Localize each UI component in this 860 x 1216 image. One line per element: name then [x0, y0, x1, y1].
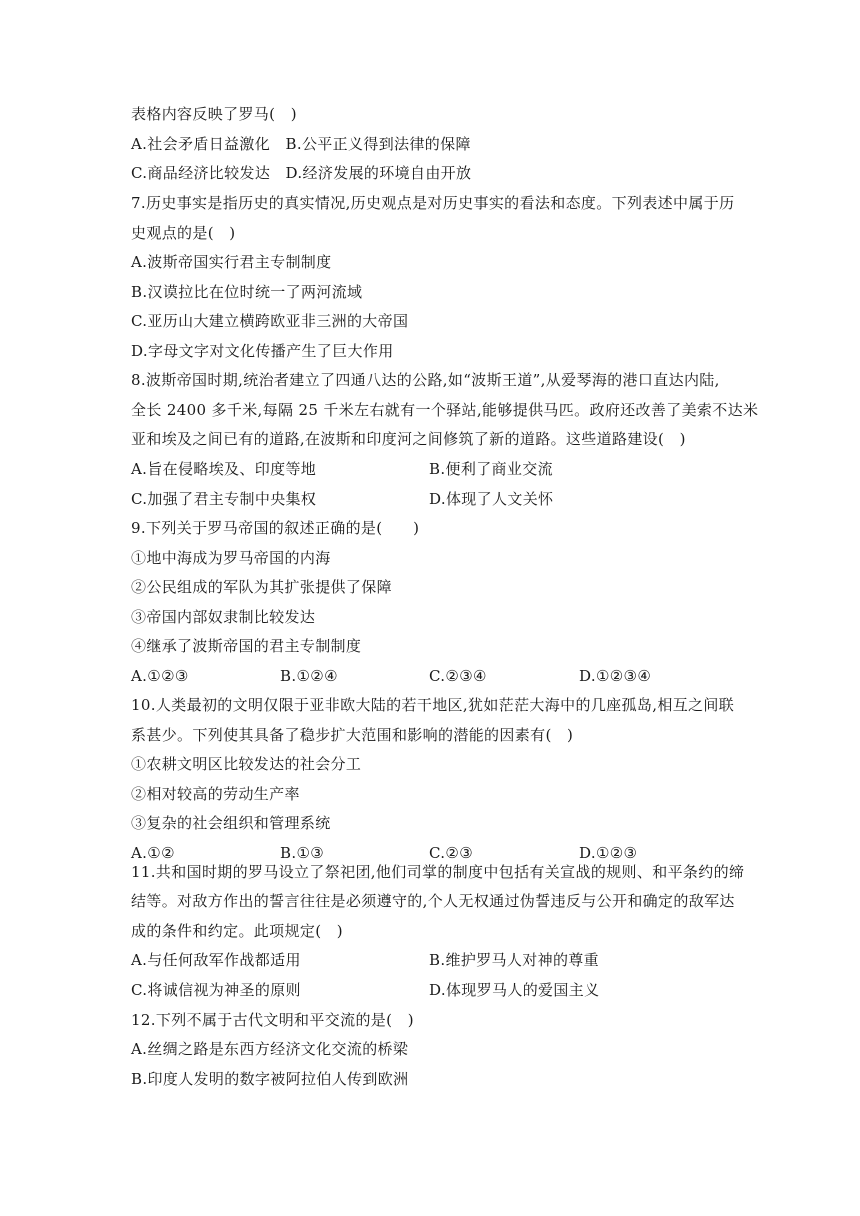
q11-stem-line-1: 11.共和国时期的罗马设立了祭祀团,他们司掌的制度中包括有关宣战的规则、和平条约的缔: [131, 863, 745, 881]
q11-option-d: D.体现罗马人的爱国主义: [429, 981, 600, 999]
q10-option-b: B.①③: [280, 844, 325, 862]
q11-stem-line-2: 结等。对敌方作出的誓言往往是必须遵守的,个人无权通过伪誓违反与公开和确定的敌军达: [131, 892, 735, 910]
q8-option-d: D.体现了人文关怀: [429, 490, 554, 508]
q9-option-a: A.①②③: [131, 667, 189, 685]
q11-stem-line-3: 成的条件和约定。此项规定( ): [131, 922, 343, 940]
q9-item-4: ④继承了波斯帝国的君主专制制度: [131, 637, 362, 655]
q10-option-c: C.②③: [429, 844, 474, 862]
q9-item-3: ③帝国内部奴隶制比较发达: [131, 608, 316, 626]
q8-option-c: C.加强了君主专制中央集权: [131, 490, 317, 508]
q6-stem-tail: 表格内容反映了罗马( ): [131, 105, 297, 123]
q12-option-b: B.印度人发明的数字被阿拉伯人传到欧洲: [131, 1070, 409, 1088]
q11-option-b: B.维护罗马人对神的尊重: [429, 951, 599, 969]
q10-item-3: ③复杂的社会组织和管理系统: [131, 814, 331, 832]
q6-options-cd: C.商品经济比较发达 D.经济发展的环境自由开放: [131, 164, 472, 182]
q10-stem-line-1: 10.人类最初的文明仅限于亚非欧大陆的若干地区,犹如茫茫大海中的几座孤岛,相互之间联: [131, 696, 735, 714]
q9-item-2: ②公民组成的军队为其扩张提供了保障: [131, 578, 392, 596]
q8-stem-line-1: 8.波斯帝国时期,统治者建立了四通八达的公路,如“波斯王道”,从爱琴海的港口直达内陆,: [131, 371, 720, 389]
q12-option-a: A.丝绸之路是东西方经济文化交流的桥梁: [131, 1040, 409, 1058]
q8-stem-line-3: 亚和埃及之间已有的道路,在波斯和印度河之间修筑了新的道路。这些道路建设( ): [131, 430, 686, 448]
q7-option-b: B.汉谟拉比在位时统一了两河流域: [131, 283, 363, 301]
q8-stem-line-2: 全长 2400 多千米,每隔 25 千米左右就有一个驿站,能够提供马匹。政府还改善了美索不达米: [131, 401, 759, 419]
q9-option-c: C.②③④: [429, 667, 487, 685]
q12-stem: 12.下列不属于古代文明和平交流的是( ): [131, 1011, 414, 1029]
q7-stem-line-1: 7.历史事实是指历史的真实情况,历史观点是对历史事实的看法和态度。下列表述中属于历: [131, 194, 735, 212]
q8-option-a: A.旨在侵略埃及、印度等地: [131, 460, 317, 478]
q10-stem-line-2: 系甚少。下列使其具备了稳步扩大范围和影响的潜能的因素有( ): [131, 726, 574, 744]
q7-stem-line-2: 史观点的是( ): [131, 224, 236, 242]
q9-option-b: B.①②④: [280, 667, 338, 685]
q10-item-2: ②相对较高的劳动生产率: [131, 785, 300, 803]
q9-option-d: D.①②③④: [579, 667, 652, 685]
q11-option-a: A.与任何敌军作战都适用: [131, 951, 301, 969]
q8-option-b: B.便利了商业交流: [429, 460, 553, 478]
q9-stem: 9.下列关于罗马帝国的叙述正确的是( ): [131, 519, 420, 537]
q7-option-c: C.亚历山大建立横跨欧亚非三洲的大帝国: [131, 312, 409, 330]
q6-options-ab: A.社会矛盾日益激化 B.公平正义得到法律的保障: [131, 135, 471, 153]
q11-option-c: C.将诚信视为神圣的原则: [131, 981, 301, 999]
q10-item-1: ①农耕文明区比较发达的社会分工: [131, 755, 362, 773]
q10-option-d: D.①②③: [579, 844, 638, 862]
q9-item-1: ①地中海成为罗马帝国的内海: [131, 549, 331, 567]
q10-option-a: A.①②: [131, 844, 175, 862]
q7-option-a: A.波斯帝国实行君主专制制度: [131, 253, 332, 271]
q7-option-d: D.字母文字对文化传播产生了巨大作用: [131, 342, 394, 360]
